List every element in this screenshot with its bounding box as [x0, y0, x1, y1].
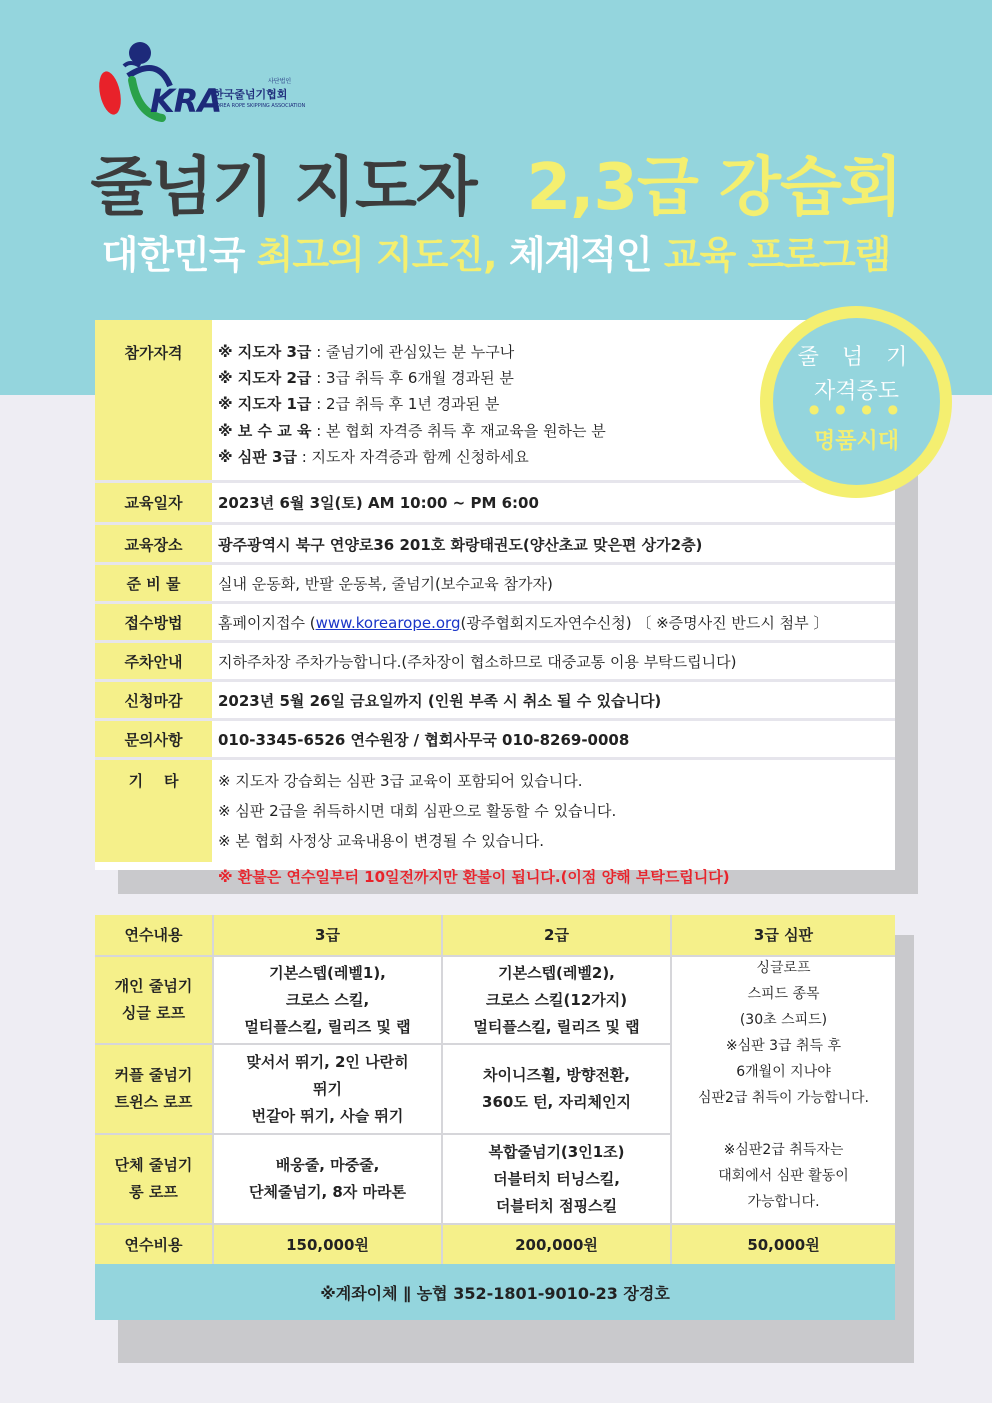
date-value: 2023년 6월 3일(토) AM 10:00 ~ PM 6:00	[218, 494, 539, 512]
row-divider	[95, 718, 895, 721]
badge-line2: 자격증도	[813, 379, 899, 404]
fee-grade2: 200,000원	[515, 1235, 598, 1254]
subtitle-c: 체계적인	[496, 233, 664, 277]
subtitle-b: 최고의 지도진,	[256, 233, 497, 277]
homepage-link[interactable]: www.korearope.org	[315, 614, 461, 632]
qualification-text: : 3급 취득 후 6개월 경과된 분	[311, 369, 514, 387]
bank-account: ※계좌이체 ∥ 농협 352-1801-9010-23 장경호	[95, 1264, 895, 1320]
table-cell: 맞서서 뛰기, 2인 나란히 뛰기 번갈아 뛰기, 사슬 뛰기	[246, 1052, 409, 1125]
qualification-key: ※ 지도자 2급	[218, 369, 312, 387]
qualification-line	[218, 393, 499, 414]
etc-label: 기 타	[128, 772, 179, 790]
row-divider	[95, 601, 895, 604]
table-header-grade2: 2급	[443, 915, 670, 955]
qualification-line	[218, 367, 514, 388]
place-value: 광주광역시 북구 연양로36 201호 화랑태권도(양산초교 맞은편 상가2층)	[218, 536, 703, 554]
fee-grade3: 150,000원	[286, 1235, 369, 1254]
parking-label: 주차안내	[124, 653, 183, 671]
table-divider	[212, 915, 214, 1265]
row-divider	[95, 562, 895, 565]
fee-judge: 50,000원	[747, 1235, 820, 1254]
parking-value: 지하주차장 주차가능합니다.(주차장이 협소하므로 대중교통 이용 부탁드립니다)	[218, 653, 737, 671]
qualification-key: ※ 심판 3급	[218, 448, 297, 466]
qualification-label: 참가자격	[124, 344, 183, 362]
table-row-label: 개인 줄넘기 싱글 로프	[95, 957, 212, 1043]
prepare-label: 준 비 물	[126, 575, 181, 593]
subtitle-a: 대한민국	[101, 233, 257, 277]
table-header-content: 연수내용	[95, 915, 212, 955]
badge-dots: ● ● ● ●	[808, 402, 905, 416]
prepare-value: 실내 운동화, 반팔 운동복, 줄넘기(보수교육 참가자)	[218, 575, 553, 593]
table-header-grade3: 3급	[214, 915, 441, 955]
qualification-text: : 줄넘기에 관심있는 분 누구나	[311, 343, 515, 361]
row-divider	[95, 522, 895, 525]
qualification-key: ※ 지도자 3급	[218, 343, 312, 361]
subtitle-d: 교육 프로그램	[663, 233, 891, 277]
contact-value: 010-3345-6526 연수원장 / 협회사무국 010-8269-0008	[218, 731, 630, 749]
logo-name-kor: 한국줄넘기협회	[213, 88, 288, 101]
table-divider	[670, 915, 672, 1265]
logo-corp: 사단법인	[268, 78, 292, 85]
apply-label: 접수방법	[124, 614, 183, 632]
table-row-label: 커플 줄넘기 트윈스 로프	[95, 1045, 212, 1133]
table-row-label: 단체 줄넘기 롱 로프	[95, 1135, 212, 1223]
etc-line: ※ 지도자 강습회는 심판 3급 교육이 포함되어 있습니다.	[218, 772, 583, 790]
kra-logo	[88, 36, 328, 126]
table-cell: 기본스텝(레벨2), 크로스 스킬(12가지) 멀티플스킬, 릴리즈 및 랩	[473, 963, 640, 1036]
row-divider	[95, 679, 895, 682]
qualification-line	[218, 341, 514, 362]
badge-line3: 명품시대	[813, 429, 899, 454]
table-divider	[95, 955, 895, 957]
row-divider	[95, 480, 895, 483]
table-divider	[441, 915, 443, 1265]
table-divider	[95, 1223, 895, 1225]
deadline-label: 신청마감	[124, 692, 183, 710]
badge-inner	[773, 318, 940, 485]
title-part2: 2,3급 강습회	[526, 151, 902, 225]
row-divider	[95, 757, 895, 760]
logo-name-eng: KOREA ROPE SKIPPING ASSOCIATION	[213, 103, 306, 109]
badge-line1: 줄 넘 기	[797, 345, 916, 370]
date-label: 교육일자	[124, 494, 183, 512]
qualification-text: : 2급 취득 후 1년 경과된 분	[311, 395, 500, 413]
qualification-key: ※ 보 수 교 육	[218, 422, 312, 440]
table-cell: 배웅줄, 마중줄, 단체줄넘기, 8자 마라톤	[249, 1156, 406, 1201]
qualification-line	[218, 446, 529, 467]
page-title	[0, 136, 992, 228]
table-header-judge: 3급 심판	[672, 915, 895, 955]
qualification-key: ※ 지도자 1급	[218, 395, 312, 413]
table-cell: 차이니즈휠, 방향전환, 360도 턴, 자리체인지	[482, 1066, 631, 1111]
apply-value	[218, 612, 828, 633]
title-part1: 줄넘기 지도자	[90, 151, 477, 225]
place-label: 교육장소	[124, 536, 183, 554]
logo-abbr: KRA	[150, 82, 222, 120]
page-subtitle	[0, 224, 992, 279]
table-divider	[95, 1043, 670, 1045]
contact-label: 문의사항	[124, 731, 183, 749]
fee-label: 연수비용	[124, 1235, 183, 1254]
apply-prefix: 홈페이지접수 (	[218, 614, 316, 632]
deadline-value: 2023년 5월 26일 금요일까지 (인원 부족 시 취소 될 수 있습니다)	[218, 692, 662, 710]
row-divider	[95, 640, 895, 643]
qualification-text: : 지도자 자격증과 함께 신청하세요	[296, 448, 529, 466]
refund-notice: ※ 환불은 연수일부터 10일전까지만 환불이 됩니다.(이점 양해 부탁드립니다)	[218, 868, 730, 886]
qualification-text: : 본 협회 자격증 취득 후 재교육을 원하는 분	[311, 422, 606, 440]
etc-line: ※ 본 협회 사정상 교육내용이 변경될 수 있습니다.	[218, 832, 545, 850]
table-cell: 복합줄넘기(3인1조) 더블터치 터닝스킬, 더블터치 점핑스킬	[488, 1142, 625, 1215]
apply-suffix: (광주협회지도자연수신청) 〔 ※증명사진 반드시 첨부 〕	[460, 614, 829, 632]
etc-line: ※ 심판 2급을 취득하시면 대회 심판으로 활동할 수 있습니다.	[218, 802, 617, 820]
qualification-line	[218, 420, 606, 441]
judge-note: 싱글로프 스피드 종목 (30초 스피드) ※심판 3급 취득 후 6개월이 지나야 심판2급 취득이 가능합니다. ※심판2급 취득자는 대회에서 심판 활동이 가능합니다.	[697, 960, 870, 1210]
table-cell: 기본스텝(레벨1), 크로스 스킬, 멀티플스킬, 릴리즈 및 랩	[244, 963, 411, 1036]
table-divider	[95, 1133, 670, 1135]
